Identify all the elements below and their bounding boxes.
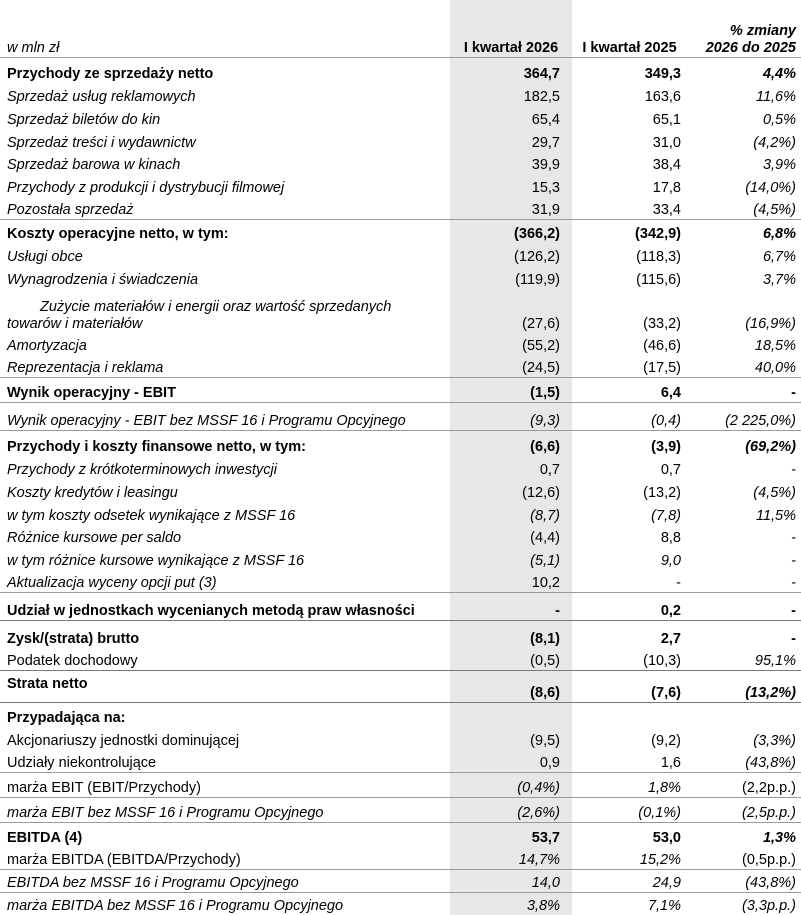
value-2025: (0,1%) xyxy=(572,798,687,823)
table-row xyxy=(0,243,801,266)
value-2025: 31,0 xyxy=(652,134,681,151)
value-change: 11,6% xyxy=(755,88,796,105)
change-header-line1: % zmiany xyxy=(729,23,796,39)
row-label: Amortyzacja xyxy=(7,337,87,354)
value-2025: (342,9) xyxy=(572,220,687,243)
table-row xyxy=(0,403,801,431)
table-row xyxy=(0,773,801,798)
value-change: (0,5p.p.) xyxy=(742,852,796,868)
value-change: (3,3p.p.) xyxy=(687,893,801,915)
table-row xyxy=(0,547,801,570)
table-row xyxy=(0,83,801,106)
row-label: Reprezentacja i reklama xyxy=(7,360,164,376)
table-row xyxy=(0,703,801,727)
row-label: Przypadająca na: xyxy=(0,703,450,727)
value-change: (2,5p.p.) xyxy=(687,798,801,823)
value-2025: 0,7 xyxy=(660,461,681,478)
value-2026: (27,6) xyxy=(450,289,572,333)
table-row xyxy=(0,220,801,243)
value-2026: 31,9 xyxy=(450,197,572,220)
table-row xyxy=(0,197,801,220)
value-2026: (9,3) xyxy=(450,403,572,431)
table-row xyxy=(0,621,801,648)
row-label: EBITDA (4) xyxy=(0,823,450,847)
value-change: 18,5% xyxy=(754,337,796,354)
value-change: - xyxy=(687,593,801,621)
value-2026: (1,5) xyxy=(450,378,572,403)
value-2025: (3,9) xyxy=(572,431,687,456)
row-label: Wynagrodzenia i świadczenia xyxy=(7,271,199,288)
value-2025: 8,8 xyxy=(660,529,681,546)
table-row xyxy=(0,525,801,547)
value-2026: (8,6) xyxy=(450,671,572,703)
value-2025: 163,6 xyxy=(644,88,681,105)
value-2026: 10,2 xyxy=(450,570,572,593)
row-label: Usługi obce xyxy=(7,248,83,265)
value-2025: 1,8% xyxy=(572,773,687,798)
value-2026: (6,6) xyxy=(450,431,572,456)
value-2025: 349,3 xyxy=(572,58,687,83)
table-row xyxy=(0,593,801,621)
table-row xyxy=(0,823,801,847)
row-label xyxy=(0,289,450,333)
table-row xyxy=(0,893,801,915)
unit-label: w mln zł xyxy=(7,40,60,56)
table-row xyxy=(0,727,801,750)
row-label-line2: towarów i materiałów xyxy=(7,315,143,332)
row-label: Wynik operacyjny - EBIT xyxy=(0,378,450,403)
row-label: EBITDA bez MSSF 16 i Programu Opcyjnego xyxy=(0,870,450,893)
value-2026: 53,7 xyxy=(450,823,572,847)
row-label: Sprzedaż barowa w kinach xyxy=(7,156,181,173)
value-2026: (4,4) xyxy=(450,525,572,547)
value-2026: (0,5) xyxy=(450,648,572,671)
value-2025 xyxy=(572,703,687,727)
row-label: Koszty operacyjne netto, w tym: xyxy=(0,220,450,243)
row-label: Wynik operacyjny - EBIT bez MSSF 16 i Programu Opcyjnego xyxy=(0,403,450,431)
value-2025: 17,8 xyxy=(652,179,681,196)
value-2026: 14,7% xyxy=(450,847,572,870)
table-row xyxy=(0,289,801,333)
value-change: 11,5% xyxy=(755,507,796,524)
row-label: Przychody ze sprzedaży netto xyxy=(0,58,450,83)
value-change: - xyxy=(687,621,801,648)
value-2025: 6,4 xyxy=(572,378,687,403)
value-2025: 0,2 xyxy=(572,593,687,621)
value-2025: 65,1 xyxy=(652,111,681,128)
value-change: - xyxy=(791,552,796,569)
value-change: 40,0% xyxy=(754,360,796,376)
table-row xyxy=(0,378,801,403)
value-change: 95,1% xyxy=(754,653,796,669)
value-change: (3,3%) xyxy=(753,732,796,749)
value-2025: (9,2) xyxy=(651,732,681,749)
value-2025: (7,8) xyxy=(651,507,681,524)
value-2026: - xyxy=(450,593,572,621)
value-2026: (119,9) xyxy=(450,266,572,289)
row-label: Pozostała sprzedaż xyxy=(7,202,134,218)
value-change: (43,8%) xyxy=(687,870,801,893)
value-change: (2 225,0%) xyxy=(687,403,801,431)
value-2026: 3,8% xyxy=(450,893,572,915)
table-row xyxy=(0,750,801,773)
table-row xyxy=(0,456,801,479)
value-change: 6,7% xyxy=(762,248,796,265)
value-2026: 0,7 xyxy=(450,456,572,479)
value-2025: (17,5) xyxy=(643,360,681,376)
table-row xyxy=(0,129,801,152)
row-label: Strata netto xyxy=(0,671,450,703)
value-change: (4,5%) xyxy=(753,484,796,501)
value-2025: 15,2% xyxy=(639,852,681,868)
value-2025: (7,6) xyxy=(572,671,687,703)
value-2026: (8,7) xyxy=(450,502,572,525)
row-label-line1: Zużycie materiałów i energii oraz wartość sprzedanych xyxy=(40,298,392,315)
value-change: (4,5%) xyxy=(753,202,796,218)
table-row xyxy=(0,174,801,197)
change-header-line2: 2026 do 2025 xyxy=(705,40,796,56)
row-label: Sprzedaż treści i wydawnictw xyxy=(7,134,196,151)
row-label: Aktualizacja wyceny opcji put (3) xyxy=(7,575,217,591)
value-2026: (0,4%) xyxy=(450,773,572,798)
value-2026: (5,1) xyxy=(450,547,572,570)
value-change: 3,9% xyxy=(762,156,796,173)
value-2026: 15,3 xyxy=(450,174,572,197)
value-2025: (10,3) xyxy=(643,653,681,669)
value-2026: (24,5) xyxy=(450,355,572,378)
row-label: w tym koszty odsetek wynikające z MSSF 16 xyxy=(7,507,296,524)
value-2025: 38,4 xyxy=(652,156,681,173)
table-row xyxy=(0,847,801,870)
value-2025: - xyxy=(676,575,681,591)
row-label: Udział w jednostkach wycenianych metodą praw własności xyxy=(0,593,450,621)
value-change: - xyxy=(791,461,796,478)
value-2026: 14,0 xyxy=(450,870,572,893)
table-row xyxy=(0,333,801,355)
column-header-change xyxy=(687,0,801,58)
value-change: 3,7% xyxy=(762,271,796,288)
header-row xyxy=(0,0,801,58)
value-2026: (55,2) xyxy=(450,333,572,355)
value-2026 xyxy=(450,703,572,727)
value-change: (2,2p.p.) xyxy=(687,773,801,798)
value-change: (69,2%) xyxy=(687,431,801,456)
table-row xyxy=(0,431,801,456)
row-label: marża EBIT (EBIT/Przychody) xyxy=(0,773,450,798)
value-change: 6,8% xyxy=(687,220,801,243)
value-change: - xyxy=(791,575,796,591)
value-2026: 39,9 xyxy=(450,152,572,174)
row-label: Zysk/(strata) brutto xyxy=(0,621,450,648)
table-row xyxy=(0,798,801,823)
value-2026: (12,6) xyxy=(450,479,572,502)
row-label: Przychody i koszty finansowe netto, w tym: xyxy=(0,431,450,456)
value-change: (13,2%) xyxy=(687,671,801,703)
value-2025: 2,7 xyxy=(572,621,687,648)
value-change: (14,0%) xyxy=(745,179,796,196)
table-row xyxy=(0,570,801,593)
value-2025: (115,6) xyxy=(636,271,681,288)
row-label: Przychody z produkcji i dystrybucji filmowej xyxy=(7,179,285,196)
value-change xyxy=(687,703,801,727)
value-2025: (118,3) xyxy=(636,248,681,265)
value-2025: 53,0 xyxy=(572,823,687,847)
row-label: Koszty kredytów i leasingu xyxy=(7,484,178,501)
value-change: - xyxy=(791,529,796,546)
value-2026: (8,1) xyxy=(450,621,572,648)
value-2025: (33,2) xyxy=(643,315,681,332)
table-row xyxy=(0,152,801,174)
table-row xyxy=(0,502,801,525)
row-label: marża EBIT bez MSSF 16 i Programu Opcyjnego xyxy=(0,798,450,823)
value-2025: (46,6) xyxy=(643,337,681,354)
value-change: (4,2%) xyxy=(753,134,796,151)
value-2025: 24,9 xyxy=(572,870,687,893)
row-label: w tym różnice kursowe wynikające z MSSF 16 xyxy=(7,552,305,569)
row-label: Podatek dochodowy xyxy=(7,653,138,669)
value-2026: 0,9 xyxy=(450,750,572,773)
value-2025: (0,4) xyxy=(572,403,687,431)
value-change: 0,5% xyxy=(762,111,796,128)
value-2025: (13,2) xyxy=(643,484,681,501)
value-2025: 33,4 xyxy=(652,202,681,218)
row-label: marża EBITDA (EBITDA/Przychody) xyxy=(7,852,241,868)
row-label: Akcjonariuszy jednostki dominującej xyxy=(7,732,240,749)
table-row xyxy=(0,479,801,502)
value-2026: (126,2) xyxy=(450,243,572,266)
table-row xyxy=(0,106,801,129)
value-change: (16,9%) xyxy=(745,315,796,332)
value-change: (43,8%) xyxy=(745,755,796,771)
value-2026: 65,4 xyxy=(450,106,572,129)
row-label: marża EBITDA bez MSSF 16 i Programu Opcyjnego xyxy=(0,893,450,915)
table-row xyxy=(0,266,801,289)
value-change: 4,4% xyxy=(687,58,801,83)
column-header-2026: I kwartał 2026 xyxy=(450,0,572,58)
row-label: Różnice kursowe per saldo xyxy=(7,529,182,546)
value-2026: 29,7 xyxy=(450,129,572,152)
value-2025: 9,0 xyxy=(660,552,681,569)
table-row xyxy=(0,870,801,893)
table-row xyxy=(0,648,801,671)
column-header-2025: I kwartał 2025 xyxy=(582,40,677,56)
row-label: Sprzedaż biletów do kin xyxy=(7,111,161,128)
table-row xyxy=(0,355,801,378)
value-2026: 364,7 xyxy=(450,58,572,83)
value-2026: 182,5 xyxy=(450,83,572,106)
value-2026: (9,5) xyxy=(450,727,572,750)
table-row xyxy=(0,58,801,83)
value-2025: 7,1% xyxy=(572,893,687,915)
table-row xyxy=(0,671,801,703)
row-label: Przychody z krótkoterminowych inwestycji xyxy=(7,461,277,478)
value-2026: (366,2) xyxy=(450,220,572,243)
value-change: 1,3% xyxy=(687,823,801,847)
value-change: - xyxy=(687,378,801,403)
row-label: Udziały niekontrolujące xyxy=(7,755,157,771)
value-2025: 1,6 xyxy=(660,755,681,771)
row-label: Sprzedaż usług reklamowych xyxy=(7,88,196,105)
value-2026: (2,6%) xyxy=(450,798,572,823)
